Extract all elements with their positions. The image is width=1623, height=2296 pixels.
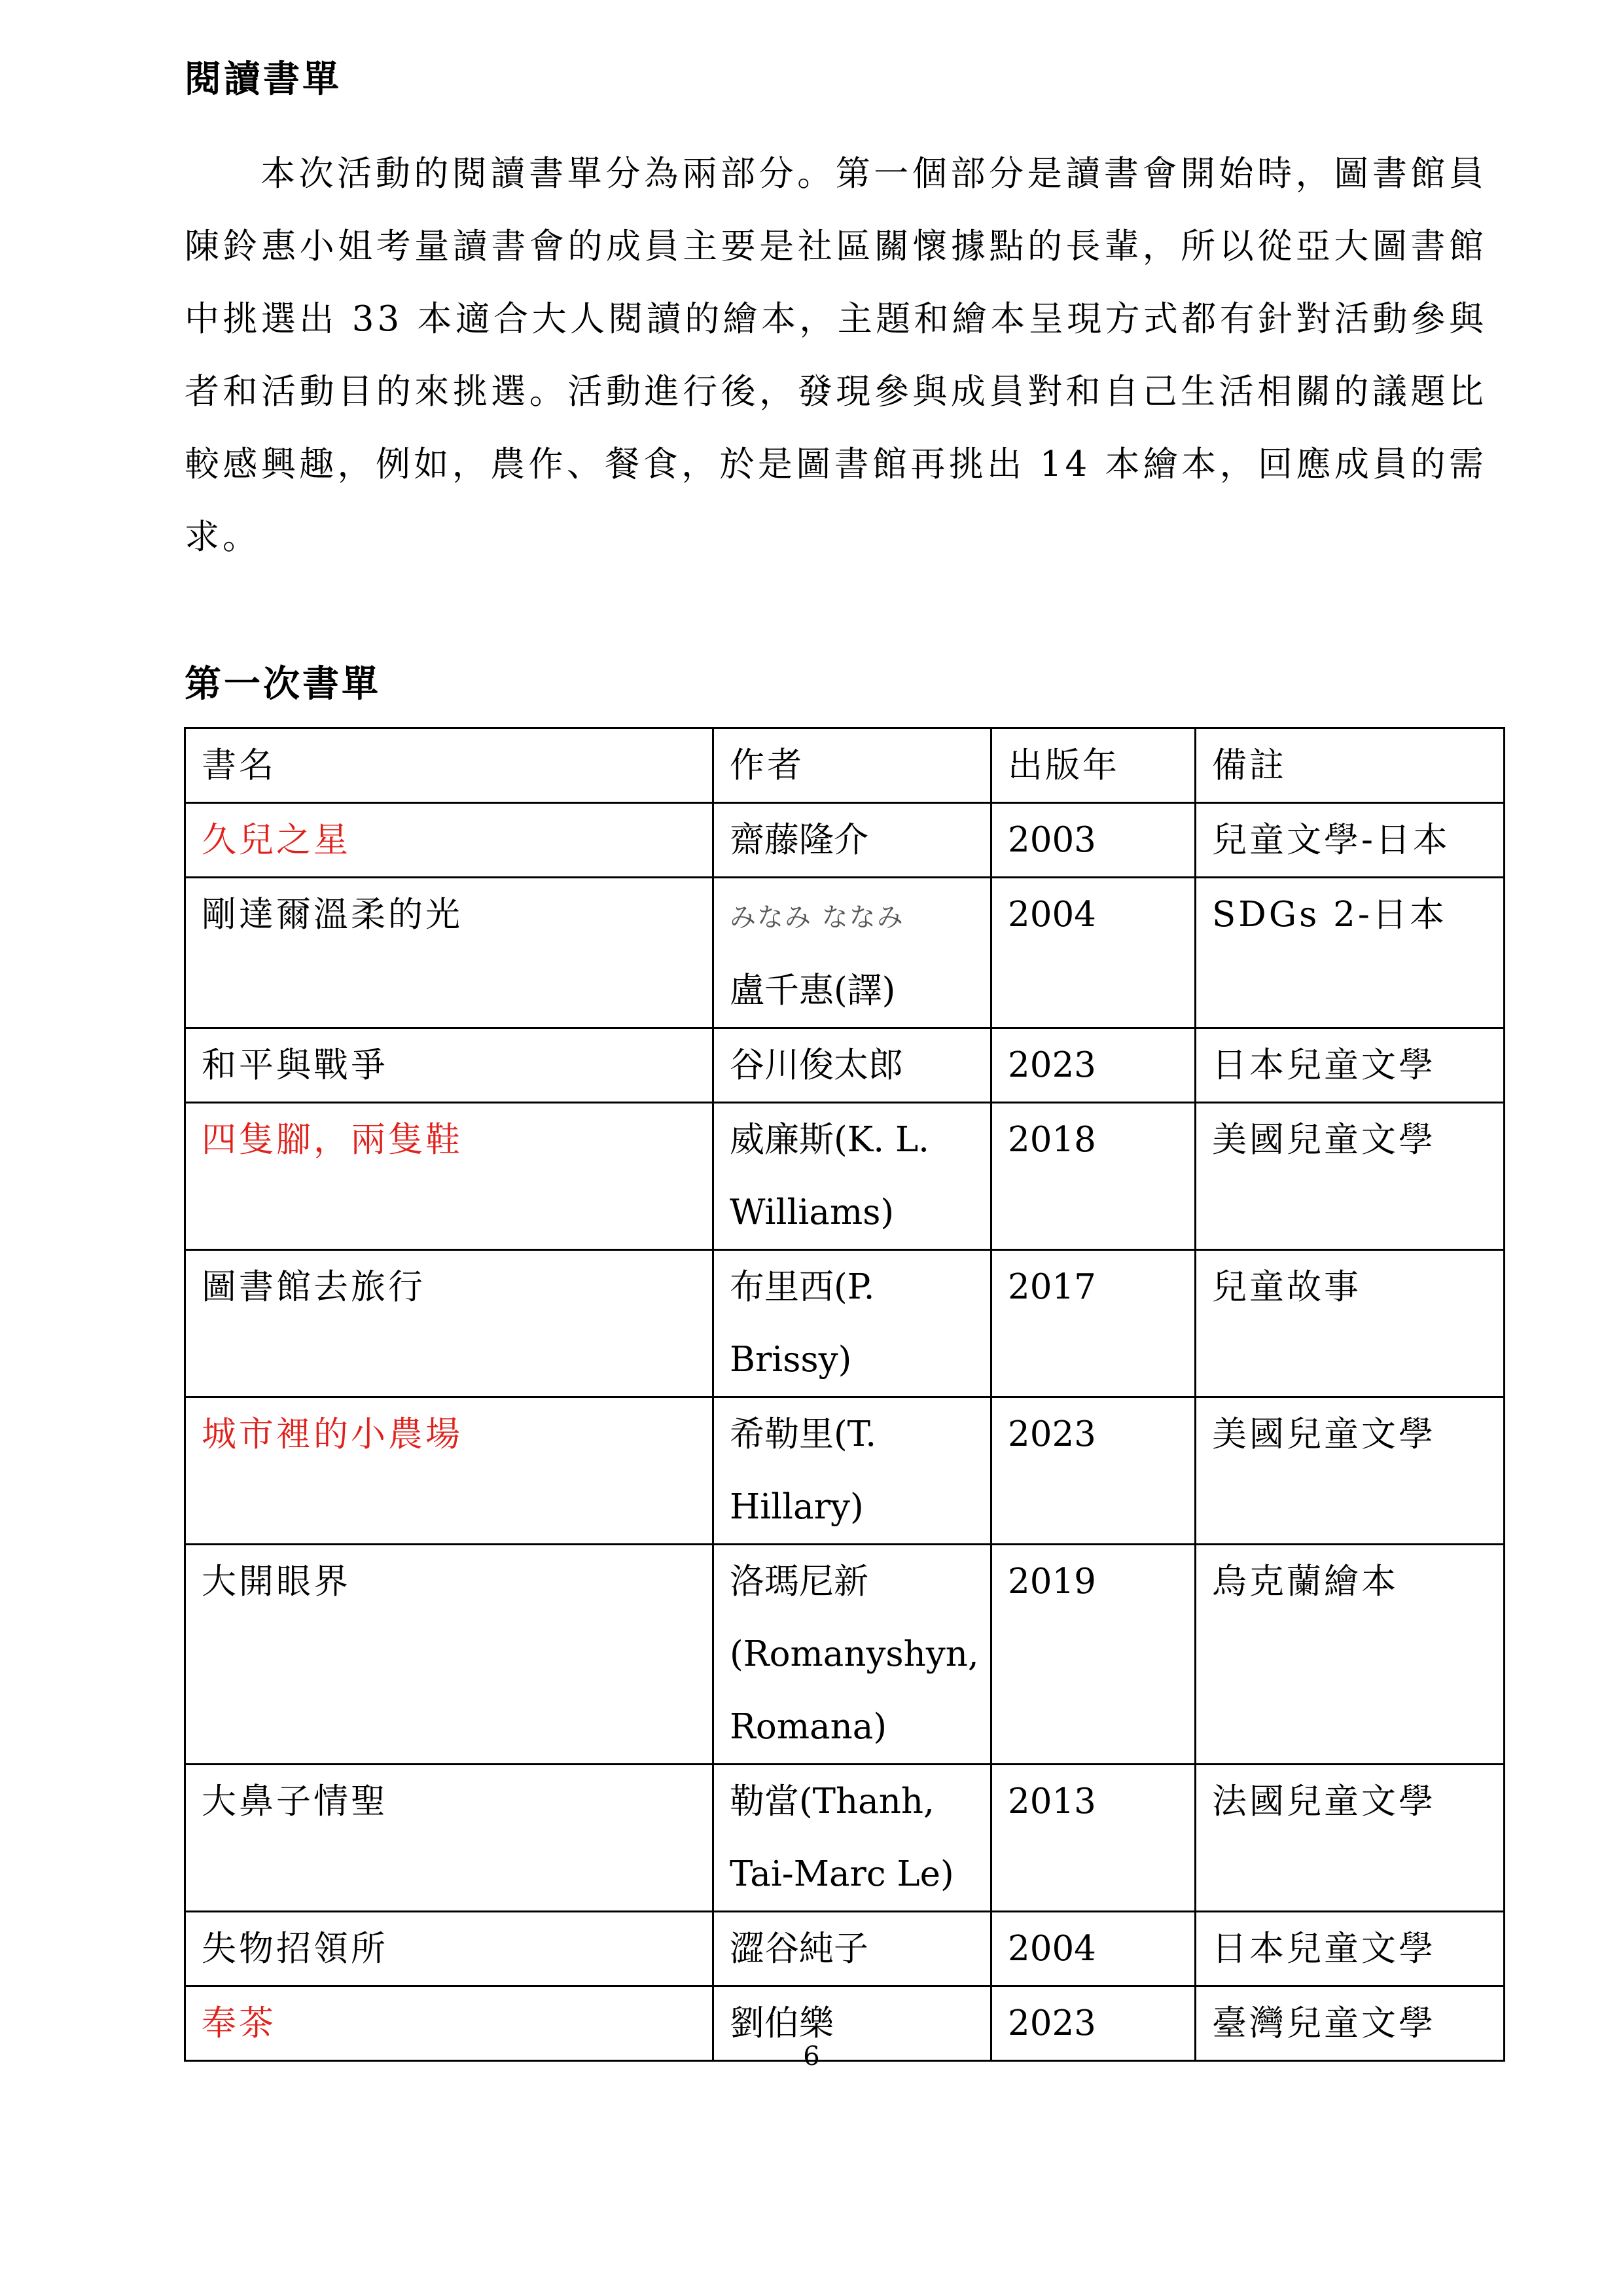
book-title: 剛達爾溫柔的光 [185, 878, 713, 1028]
book-note: 美國兒童文學 [1196, 1397, 1505, 1545]
book-note: 日本兒童文學 [1196, 1912, 1505, 1986]
book-title: 奉茶 [185, 1986, 713, 2061]
book-author-cell [713, 878, 991, 1028]
header-note: 備註 [1196, 728, 1505, 803]
book-note: 美國兒童文學 [1196, 1103, 1505, 1250]
section-heading-first-list: 第一次書單 [185, 662, 381, 706]
book-title: 失物招領所 [185, 1912, 713, 1986]
book-author: 澀谷純子 [713, 1912, 991, 1986]
book-title: 久兒之星 [185, 803, 713, 878]
table-row [185, 1103, 1505, 1250]
book-year: 2017 [991, 1250, 1196, 1397]
table-row [185, 1545, 1505, 1765]
table-row [185, 1028, 1505, 1103]
book-title: 圖書館去旅行 [185, 1250, 713, 1397]
book-title: 城市裡的小農場 [185, 1397, 713, 1545]
book-year: 2023 [991, 1028, 1196, 1103]
book-author: 希勒里(T. Hillary) [713, 1397, 991, 1545]
book-note: 烏克蘭繪本 [1196, 1545, 1505, 1765]
section-heading-reading-list: 閱讀書單 [185, 58, 342, 101]
table-header-row [185, 728, 1505, 803]
book-year: 2013 [991, 1765, 1196, 1912]
table-row [185, 1397, 1505, 1545]
book-title: 和平與戰爭 [185, 1028, 713, 1103]
book-author-translator: 盧千惠(譯) [730, 971, 896, 1011]
table-row [185, 803, 1505, 878]
book-author: 劉伯樂 [713, 1986, 991, 2061]
book-author: 布里西(P. Brissy) [713, 1250, 991, 1397]
book-year: 2018 [991, 1103, 1196, 1250]
header-year: 出版年 [991, 728, 1196, 803]
book-note: 法國兒童文學 [1196, 1765, 1505, 1912]
intro-paragraph: 本次活動的閱讀書單分為兩部分。第一個部分是讀書會開始時，圖書館員陳鈴惠小姐考量讀書會的成員主要是社區關懷據點的長輩，所以從亞大圖書館中挑選出 33 本適合大人閱讀的繪本，主題和繪本呈現方式都有針對活動參與者和活動目的來挑選。活動進行後，發現參與成員對和自己生活相關的議題比較感興趣，例如，農作、餐食，於是圖書館再挑出 14 本繪本，回應成員的需求。 [185, 154, 1487, 557]
header-author: 作者 [713, 728, 991, 803]
book-author-original: みなみ ななみ [730, 903, 904, 933]
table-row [185, 1912, 1505, 1986]
book-title: 大開眼界 [185, 1545, 713, 1765]
book-year: 2023 [991, 1986, 1196, 2061]
book-title: 四隻腳，兩隻鞋 [185, 1103, 713, 1250]
book-author: 谷川俊太郎 [713, 1028, 991, 1103]
page-number: 6 [803, 2041, 820, 2072]
book-list-table [184, 727, 1505, 2062]
book-year: 2023 [991, 1397, 1196, 1545]
book-author: 勒當(Thanh, Tai-Marc Le) [713, 1765, 991, 1912]
book-note: 兒童故事 [1196, 1250, 1505, 1397]
book-title: 大鼻子情聖 [185, 1765, 713, 1912]
book-note: 臺灣兒童文學 [1196, 1986, 1505, 2061]
table-row [185, 878, 1505, 1028]
book-year: 2004 [991, 878, 1196, 1028]
book-note: 兒童文學-日本 [1196, 803, 1505, 878]
book-author: 威廉斯(K. L. Williams) [713, 1103, 991, 1250]
book-year: 2004 [991, 1912, 1196, 1986]
table-row [185, 1765, 1505, 1912]
book-year: 2003 [991, 803, 1196, 878]
book-note: 日本兒童文學 [1196, 1028, 1505, 1103]
book-author: 洛瑪尼新 (Romanyshyn, Romana) [713, 1545, 991, 1765]
book-author: 齋藤隆介 [713, 803, 991, 878]
table-row [185, 1250, 1505, 1397]
book-year: 2019 [991, 1545, 1196, 1765]
header-title: 書名 [185, 728, 713, 803]
book-note: SDGs 2-日本 [1196, 878, 1505, 1028]
